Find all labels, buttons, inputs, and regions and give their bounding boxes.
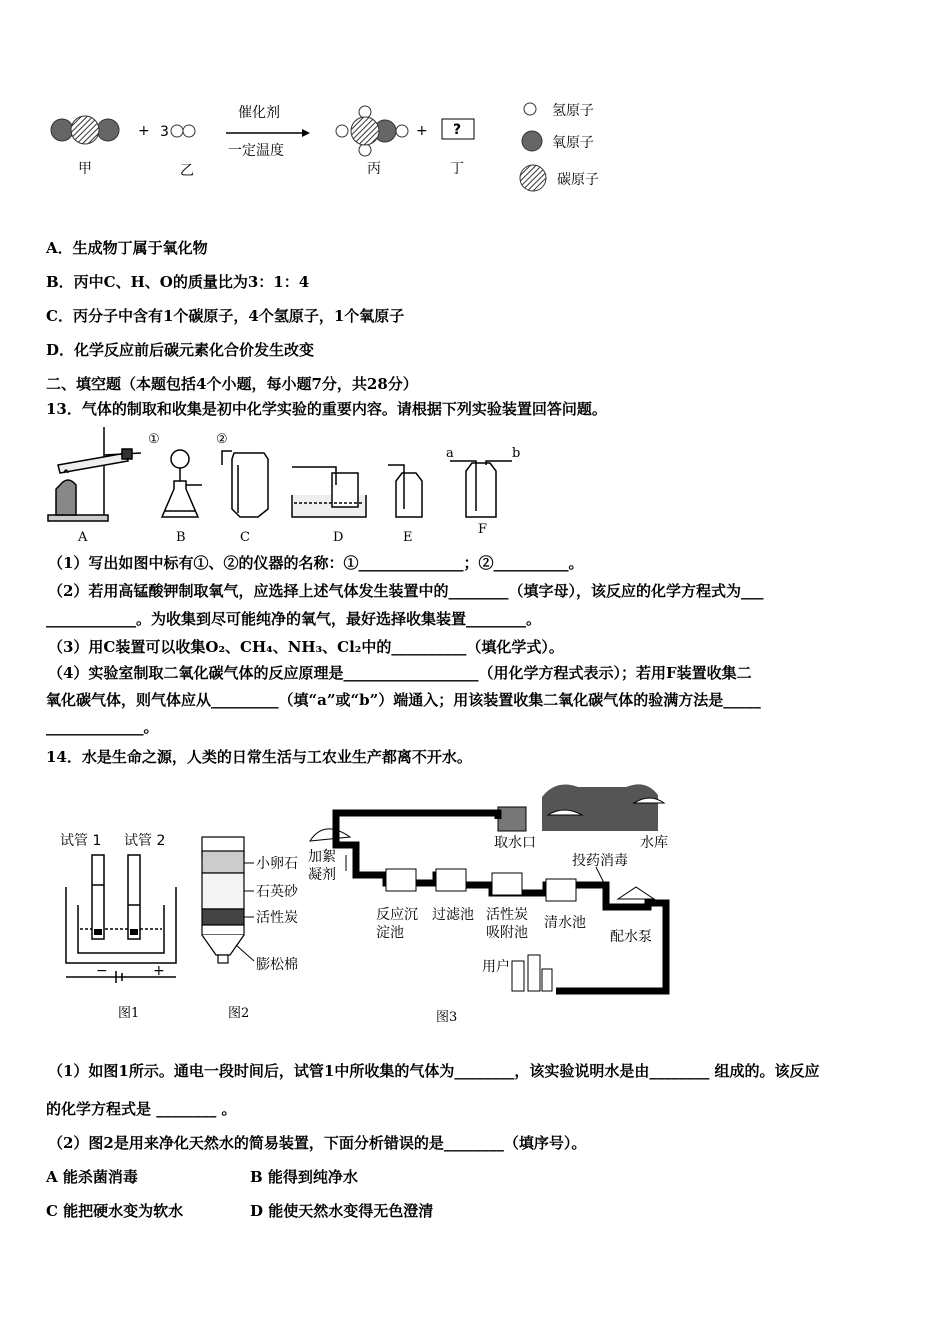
mark-1: ① [148,432,160,447]
q13-part4b: 氧化碳气体，则气体应从_________（填“a”或“b”）端通入；用该装置收集二氧化碳气体的验满方法是_____ [46,691,761,709]
label-ding: 丁 [450,161,464,177]
label-a: A [78,530,88,545]
negative-terminal: − [96,963,108,979]
label-sediment-2: 淀池 [376,925,404,941]
section-heading: 二、填空题（本题包括4个小题，每小题7分，共28分） [46,375,418,393]
q13-part4a: （4）实验室制取二氧化碳气体的反应原理是__________________（用化学方程式表示）；若用F装置收集二 [48,664,752,682]
label-reservoir: 水库 [640,835,668,851]
q13-part4c: _____________。 [46,718,159,736]
q13-part2a: （2）若用高锰酸钾制取氧气，应选择上述气体发生装置中的________（填字母），该反应的化学方程式为___ [48,582,764,600]
positive-terminal: + [153,963,165,979]
tube2-label: 试管 2 [124,833,166,849]
label-carbon-1: 活性炭 [486,907,528,923]
unknown-mark: ? [453,122,462,138]
users-icon [512,955,552,991]
q14-stem: 14．水是生命之源，人类的日常生活与工农业生产都离不开水。 [46,748,472,766]
option-d: D．化学反应前后碳元素化合价发生改变 [46,341,315,359]
label-clear-pool: 清水池 [544,915,586,931]
apparatus-c [222,451,268,517]
legend-hydrogen: 氢原子 [552,103,594,119]
label-carbon-2: 吸附池 [486,925,528,941]
oxygen-legend-icon [522,131,542,151]
label-coagulant-2: 凝剂 [308,867,336,883]
label-bing: 丙 [367,161,381,177]
figure-3-caption: 图3 [436,1010,458,1025]
q13-stem: 13．气体的制取和收集是初中化学实验的重要内容。请根据下列实验装置回答问题。 [46,400,607,418]
q13-part1: （1）写出如图中标有①、②的仪器的名称：①______________；②__________。 [48,554,584,572]
coefficient: 3 [160,124,169,140]
q14-part1a: （1）如图1所示。通电一段时间后，试管1中所收集的气体为________，该实验说明水是由________ 组成的。该反应 [48,1062,820,1080]
label-intake: 取水口 [494,835,536,851]
reaction-diagram [40,95,640,200]
figure-3-treatment-plant [306,775,702,1030]
apparatus-a [48,427,141,521]
carbon-legend-icon [520,165,546,191]
apparatus-e [388,465,422,517]
molecule-jia [51,116,119,144]
option-c: C．丙分子中含有1个碳原子，4个氢原子，1个氧原子 [46,307,405,325]
legend-oxygen: 氧原子 [552,135,594,151]
option-b: B．丙中C、H、O的质量比为3：1：4 [46,273,310,291]
port-a: a [446,446,454,461]
label-pump: 配水泵 [610,929,652,945]
layer-cotton: 膨松棉 [256,957,298,973]
label-coagulant-1: 加絮 [308,849,336,865]
q14-option-a: A 能杀菌消毒 [46,1168,138,1186]
intake-box [498,807,526,831]
label-d: D [333,530,344,545]
option-a: A．生成物丁属于氧化物 [46,239,208,257]
apparatus-b [162,450,202,517]
condition-label: 一定温度 [228,143,284,159]
layer-activated-carbon: 活性炭 [256,910,298,926]
figure-2-filter [196,833,306,1023]
legend-carbon: 碳原子 [557,172,599,188]
label-e: E [403,530,413,545]
mark-2: ② [216,432,228,447]
catalyst-label: 催化剂 [238,105,280,121]
label-yi: 乙 [180,163,194,179]
port-b: b [512,446,521,461]
apparatus-figure [46,425,526,545]
label-disinfect: 投药消毒 [572,853,628,869]
label-b: B [176,530,186,545]
figure-1-caption: 图1 [118,1006,140,1021]
molecule-bing [336,106,408,156]
q14-part1b: 的化学方程式是 ________ 。 [46,1100,237,1118]
q14-option-c: C 能把硬水变为软水 [46,1202,184,1220]
label-sediment-1: 反应沉 [376,907,418,923]
q14-part2: （2）图2是用来净化天然水的简易装置，下面分析错误的是________（填序号）。 [48,1134,587,1152]
pump-icon [618,887,654,899]
layer-quartz-sand: 石英砂 [256,884,298,900]
figure-2-caption: 图2 [228,1006,250,1021]
arrow-head-icon [302,129,310,137]
plus-sign-2: + [416,123,428,139]
label-jia: 甲 [78,161,92,177]
label-f: F [478,522,488,537]
tube1-label: 试管 1 [60,833,102,849]
q14-option-b: B 能得到纯净水 [250,1168,358,1186]
q13-part3: （3）用C装置可以收集O₂、CH₄、NH₃、Cl₂中的__________（填化学式）。 [48,638,564,656]
figure-1-electrolysis [56,825,186,1025]
apparatus-f [450,461,512,517]
hydrogen-legend-icon [524,103,536,115]
label-filter: 过滤池 [432,907,474,923]
layer-pebbles: 小卵石 [256,856,298,872]
molecule-yi [171,125,195,137]
apparatus-d [292,467,366,517]
reservoir-icon [542,784,658,831]
q13-part2b: ____________。为收集到尽可能纯净的氧气，最好选择收集装置________。 [46,610,542,628]
label-users: 用户 [482,959,510,975]
label-c: C [240,530,250,545]
plus-sign: + [138,123,150,139]
q14-option-d: D 能使天然水变得无色澄清 [250,1202,434,1220]
